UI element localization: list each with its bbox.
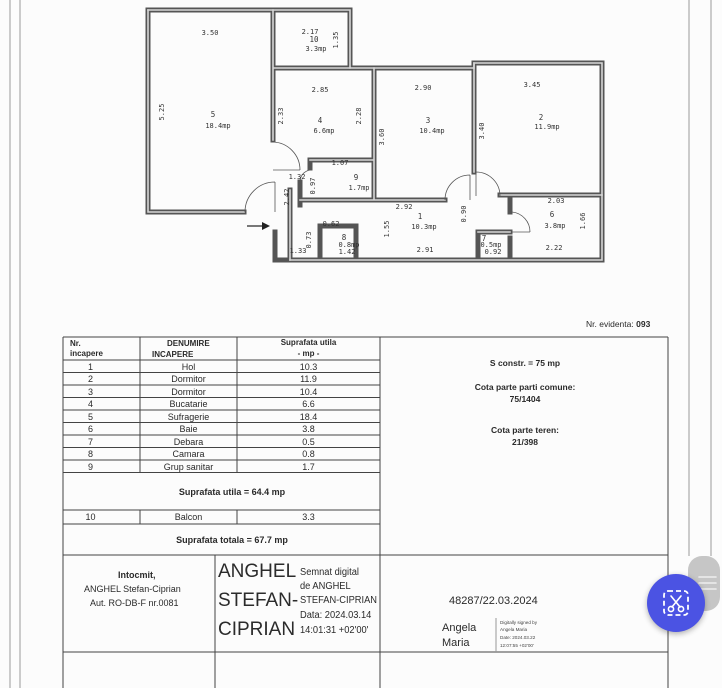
land-share-value: 21/398 [512, 437, 538, 447]
total-area: Suprafata totala = 67.7 mp [176, 535, 288, 545]
dim-hall-c: 2.42 [283, 188, 291, 206]
registrar-last-name: Maria [442, 637, 470, 649]
room-3-area: 10.4mp [419, 127, 445, 135]
row-name: Bucatarie [169, 399, 208, 409]
evidence-number [586, 318, 650, 330]
signature-small-line5: 14:01:31 +02'00' [300, 625, 369, 636]
dim-room7-width: 0.92 [484, 248, 502, 256]
row-name: Sufragerie [167, 411, 210, 422]
common-share-value: 75/1404 [509, 394, 541, 404]
dim-entry-width: 1.33 [289, 247, 307, 255]
dim-room6-top: 2.03 [547, 197, 565, 205]
dim-room1-height: 1.55 [383, 220, 391, 238]
row-area: 18.4 [299, 411, 318, 422]
dim-room10-width: 2.17 [301, 28, 319, 36]
dim-room1-door: 0.90 [460, 205, 468, 223]
row-area: 1.7 [302, 461, 315, 472]
registration-number: 48287/22.03.2024 [449, 595, 538, 607]
row-number: 3 [87, 386, 93, 397]
row-number: 10 [85, 512, 96, 522]
row-area: 3.8 [302, 424, 315, 434]
row-name: Dormitor [171, 374, 206, 384]
signature-small-line4: Data: 2024.03.14 [300, 610, 372, 621]
dim-room8-top: 0.62 [322, 220, 340, 228]
row-number: 7 [87, 436, 93, 447]
floor-plan [0, 0, 722, 270]
row-name: Camara [172, 449, 205, 459]
registrar-first-name: Angela [442, 622, 477, 634]
common-share-label: Cota parte parti comune: [474, 382, 576, 392]
dim-room3-width: 2.90 [414, 84, 432, 92]
signature-big-line2: STEFAN- [218, 590, 299, 611]
registrar-signature-line3: Date: 2024.03.22 [500, 635, 536, 640]
dim-hall-a: 1.32 [288, 173, 306, 181]
room-9-number: 9 [353, 173, 359, 182]
signature-big-line3: CIPRIAN [218, 619, 296, 640]
screenshot-scissors-icon [647, 574, 705, 632]
evidence-value: 093 [636, 319, 651, 329]
dim-room1-top: 2.92 [395, 203, 413, 211]
dim-room8-bottom: 1.42 [338, 248, 356, 256]
room-2-number: 2 [538, 113, 544, 122]
row-number: 5 [87, 411, 93, 422]
header-name-line1: DENUMIRE [167, 339, 210, 348]
evidence-label: Nr. evidenta: [586, 319, 634, 329]
dim-hall-b: 0.97 [309, 177, 317, 195]
room-7-number: 7 [481, 234, 487, 243]
dim-room4-height-left: 2.33 [277, 107, 285, 125]
room-10-number: 10 [309, 35, 319, 44]
dim-room2-width: 3.45 [523, 81, 541, 89]
room-9-area: 1.7mp [348, 184, 370, 192]
floor-plan-walls [148, 10, 602, 260]
row-number: 4 [87, 399, 93, 409]
dim-room4-height-right: 2.28 [355, 107, 363, 125]
dim-room5-width: 3.50 [201, 29, 219, 37]
author-authorization: Aut. RO-DB-F nr.0081 [90, 598, 179, 608]
header-area-line1: Suprafata utila [280, 338, 337, 347]
room-4-number: 4 [317, 116, 323, 125]
registrar-signature-line4: 12:07:55 +02'00' [500, 643, 534, 648]
built-area: S constr. = 75 mp [489, 358, 561, 368]
dim-room1-bottom: 2.91 [416, 246, 434, 254]
registrar-signature-line1: Digitally signed by [500, 620, 538, 625]
dim-room2-height: 3.40 [478, 122, 486, 140]
dim-room10-height: 1.35 [332, 31, 340, 49]
row-area: 11.9 [300, 374, 317, 384]
screen-capture-button[interactable] [647, 574, 705, 632]
room-3-number: 3 [425, 116, 431, 125]
signature-big-line1: ANGHEL [218, 561, 297, 582]
room-5-area: 18.4mp [205, 122, 231, 130]
dim-room8-height: 0.73 [305, 231, 313, 249]
signature-small-line3: STEFAN-CIPRIAN [300, 595, 378, 606]
row-name: Balcon [174, 512, 203, 522]
row-area: 0.8 [302, 449, 315, 459]
header-name-line2: INCAPERE [152, 350, 194, 359]
dim-room9-width: 1.07 [331, 159, 349, 167]
signature-small-line1: Semnat digital [300, 567, 359, 578]
author-title: Intocmit, [118, 570, 156, 580]
land-share-label: Cota parte teren: [490, 425, 559, 435]
room-6-number: 6 [549, 210, 555, 219]
room-10-area: 3.3mp [305, 45, 327, 53]
room-4-area: 6.6mp [313, 127, 335, 135]
row-name: Debara [173, 436, 204, 447]
row-number: 2 [87, 374, 93, 384]
dim-room3-height: 3.60 [378, 128, 386, 146]
room-1-area: 10.3mp [411, 223, 437, 231]
room-1-number: 1 [417, 212, 423, 221]
room-5-number: 5 [210, 110, 216, 119]
room-7-area: 0.5mp [480, 241, 502, 249]
row-area: 6.6 [302, 399, 315, 409]
signature-small-line2: de ANGHEL [300, 581, 351, 592]
row-name: Dormitor [171, 386, 206, 397]
row-area: 3.3 [302, 512, 315, 522]
row-area: 10.4 [299, 386, 318, 397]
header-nr-line2: incapere [70, 349, 103, 358]
room-8-area: 0.8mp [338, 241, 360, 249]
row-name: Grup sanitar [163, 461, 214, 472]
dim-room4-width: 2.85 [311, 86, 329, 94]
row-name: Baie [179, 424, 198, 434]
row-number: 9 [87, 461, 93, 472]
dim-room6-height: 1.66 [579, 212, 587, 230]
row-name: Hol [181, 361, 196, 372]
row-area: 0.5 [302, 436, 315, 447]
header-area-line2: - mp - [297, 349, 320, 358]
room-8-number: 8 [341, 233, 347, 242]
row-number: 6 [87, 424, 93, 434]
room-2-area: 11.9mp [534, 123, 560, 131]
row-number: 8 [87, 449, 93, 459]
room-6-area: 3.8mp [544, 222, 566, 230]
header-nr-line1: Nr. [70, 339, 81, 348]
entrance-arrow [247, 222, 270, 230]
registrar-signature-line2: Angela Maria [500, 627, 528, 632]
dim-room5-height: 5.25 [158, 103, 166, 121]
author-name: ANGHEL Stefan-Ciprian [84, 584, 181, 594]
row-number: 1 [87, 361, 93, 372]
row-area: 10.3 [299, 361, 318, 372]
usable-area-total: Suprafata utila = 64.4 mp [178, 487, 286, 497]
dim-room6-bottom: 2.22 [545, 244, 563, 252]
